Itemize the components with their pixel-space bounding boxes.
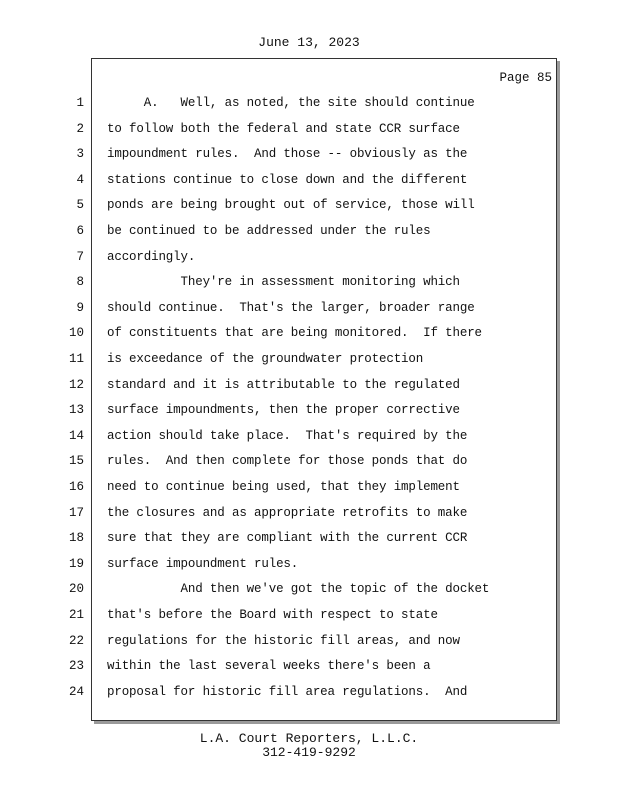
line-number: 5 (76, 198, 84, 213)
line-text: A. Well, as noted, the site should continue (107, 96, 475, 110)
line-text: of constituents that are being monitored. If there (107, 326, 482, 341)
line-number: 7 (76, 249, 84, 264)
transcript-date: June 13, 2023 (258, 35, 360, 50)
line-text: sure that they are compliant with the current CCR (107, 531, 468, 546)
line-text: to follow both the federal and state CCR surface (107, 121, 460, 136)
line-text: And then we've got the topic of the docket (107, 582, 490, 597)
line-number: 12 (68, 377, 84, 392)
line-text: rules. And then complete for those ponds that do (107, 454, 468, 469)
line-text: surface impoundment rules. (107, 556, 299, 571)
page-number: Page 85 (499, 71, 552, 85)
line-text: within the last several weeks there's been a (107, 659, 431, 674)
line-number: 15 (68, 454, 84, 469)
line-text: ponds are being brought out of service, those will (107, 198, 475, 213)
line-text: regulations for the historic fill areas, and now (107, 633, 460, 648)
line-number: 23 (68, 659, 84, 674)
line-number: 3 (76, 147, 84, 162)
line-number: 21 (68, 608, 84, 622)
line-number: 8 (76, 275, 84, 290)
line-number: 10 (68, 326, 84, 341)
line-text: that's before the Board with respect to state (107, 608, 438, 622)
line-text: accordingly. (107, 249, 196, 264)
line-number: 16 (68, 480, 84, 494)
line-text: the closures and as appropriate retrofits to make (107, 505, 468, 520)
reporter-phone: 312-419-9292 (262, 745, 356, 760)
line-number: 19 (68, 556, 84, 571)
footer (0, 732, 618, 760)
line-number: 14 (68, 428, 84, 443)
line-text: be continued to be addressed under the rules (107, 224, 431, 238)
line-text: stations continue to close down and the different (107, 172, 468, 187)
line-text: is exceedance of the groundwater protection (107, 352, 424, 366)
line-number: 1 (76, 96, 84, 110)
line-number: 9 (76, 300, 84, 315)
line-number: 18 (68, 531, 84, 546)
line-number: 22 (68, 633, 84, 648)
line-text: standard and it is attributable to the regulated (107, 377, 460, 392)
line-text: need to continue being used, that they implement (107, 480, 460, 494)
line-number: 11 (68, 352, 84, 366)
line-number: 2 (76, 121, 84, 136)
line-number: 13 (68, 403, 84, 418)
line-text: action should take place. That's required by the (107, 428, 468, 443)
line-text: should continue. That's the larger, broader range (107, 300, 475, 315)
line-text: They're in assessment monitoring which (107, 275, 460, 290)
line-number: 17 (68, 505, 84, 520)
reporter-company: L.A. Court Reporters, L.L.C. (199, 731, 419, 746)
line-number: 20 (68, 582, 84, 597)
line-number: 6 (76, 224, 84, 238)
line-text: surface impoundments, then the proper corrective (107, 403, 460, 418)
line-number: 4 (76, 172, 84, 187)
line-number: 24 (68, 684, 84, 699)
line-text: impoundment rules. And those -- obviously as the (107, 147, 468, 162)
line-text: proposal for historic fill area regulations. And (107, 684, 468, 699)
